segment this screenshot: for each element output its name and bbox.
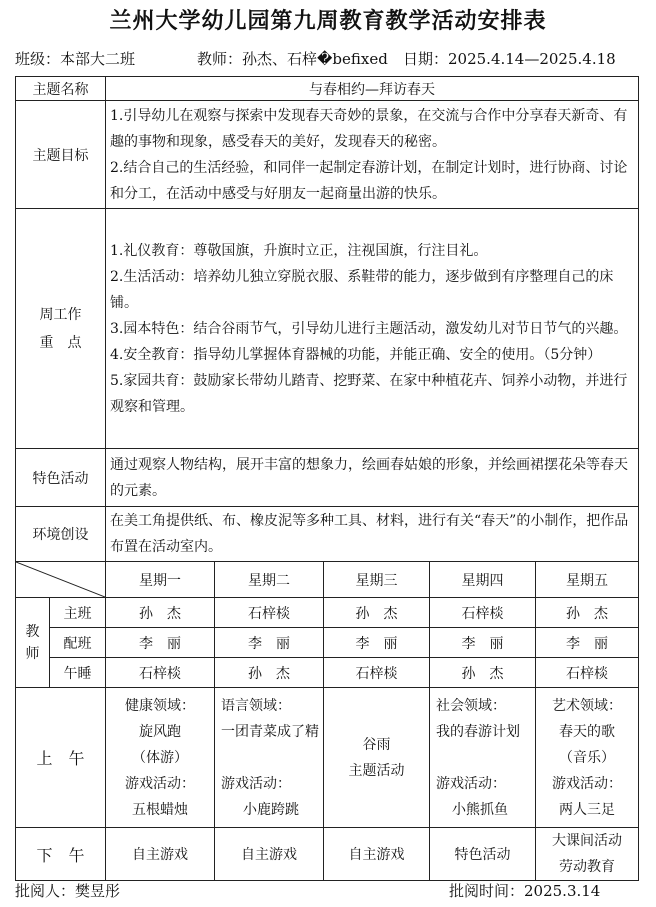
activity-line: 小鹿跨跳 — [243, 801, 299, 818]
activity-line: 旋风跑 — [139, 723, 181, 740]
teachers-group-char: 师 — [25, 645, 40, 662]
page-title: 兰州大学幼儿园第九周教育教学活动安排表 — [109, 8, 547, 34]
teacher-name: 石梓棪 — [215, 598, 324, 628]
morning-cell-tue — [215, 688, 324, 828]
teacher-name: 石梓棪 — [430, 598, 536, 628]
teacher-name: 李 丽 — [106, 628, 215, 658]
diagonal-line — [16, 562, 105, 597]
teacher-name: 孙 杰 — [215, 658, 324, 688]
weekly-label — [16, 209, 106, 449]
role-label: 配班 — [50, 628, 106, 658]
activity-line: 游戏活动： — [221, 775, 291, 792]
afternoon-label: 下 午 — [16, 828, 106, 881]
teacher-name: 石梓棪 — [324, 658, 430, 688]
activity-line — [221, 745, 323, 771]
env-value: 在美工角提供纸、布、橡皮泥等多种工具、材料，进行有关“春天”的小制作，把作品布置在活动室内。 — [106, 507, 639, 562]
schedule-table — [15, 76, 639, 881]
goals-content — [106, 101, 639, 209]
morning-cell-mon — [106, 688, 215, 828]
diagonal-header-cell — [16, 562, 106, 598]
teacher-name: 孙 杰 — [324, 598, 430, 628]
morning-cell-fri — [536, 688, 639, 828]
activity-line: 劳动教育 — [559, 859, 616, 875]
activity-line: 游戏活动： — [125, 775, 195, 792]
teacher-name: 李 丽 — [324, 628, 430, 658]
activity-line: 艺术领域： — [552, 697, 623, 714]
teacher-name: 石梓棪 — [106, 658, 215, 688]
activity-line: 一团青菜成了精 — [221, 723, 319, 740]
day-header: 星期一 — [106, 562, 215, 598]
weekly-item: 2.生活活动：培养幼儿独立穿脱衣服、系鞋带的能力，逐步做到有序整理自己的床铺。 — [110, 268, 614, 311]
special-value: 通过观察人物结构，展开丰富的想象力，绘画春姑娘的形象，并绘画裙摆花朵等春天的元素。 — [106, 449, 639, 507]
weekly-item: 1.礼仪教育：尊敬国旗，升旗时立正，注视国旗，行注目礼。 — [110, 242, 488, 259]
afternoon-cell: 特色活动 — [430, 828, 536, 881]
special-label: 特色活动 — [16, 449, 106, 507]
theme-value: 与春相约—拜访春天 — [106, 77, 639, 101]
teacher-name: 孙 杰 — [430, 658, 536, 688]
day-header: 星期三 — [324, 562, 430, 598]
date-info: 日期：2025.4.14—2025.4.18 — [403, 50, 616, 68]
role-label: 主班 — [50, 598, 106, 628]
activity-line — [436, 745, 535, 771]
theme-row — [16, 77, 639, 101]
weekly-item: 4.安全教育：指导幼儿掌握体育器械的功能，并能正确、安全的使用。（5分钟） — [110, 346, 602, 363]
weekly-content — [106, 209, 639, 449]
afternoon-cell: 自主游戏 — [106, 828, 215, 881]
activity-line: （音乐） — [559, 749, 616, 766]
activity-line: 我的春游计划 — [436, 723, 520, 740]
day-header: 星期二 — [215, 562, 324, 598]
activity-line: 小熊抓鱼 — [452, 801, 508, 818]
weekly-label-line: 重 点 — [39, 334, 82, 351]
activity-line: 游戏活动： — [436, 775, 506, 792]
teachers-group-char: 教 — [25, 623, 40, 640]
theme-label: 主题名称 — [16, 77, 106, 101]
goals-label: 主题目标 — [16, 101, 106, 209]
morning-cell-thu — [430, 688, 536, 828]
afternoon-cell: 自主游戏 — [215, 828, 324, 881]
activity-line: 谷雨 — [362, 736, 391, 753]
weekly-row — [16, 209, 639, 449]
teacher-name: 孙 杰 — [536, 598, 639, 628]
activity-line: 大课间活动 — [552, 833, 623, 849]
teacher-name: 孙 杰 — [106, 598, 215, 628]
day-header: 星期四 — [430, 562, 536, 598]
afternoon-cell-fri — [536, 828, 639, 881]
teacher-info: 教师：孙杰、石梓�befixed — [197, 50, 388, 68]
afternoon-cell: 自主游戏 — [324, 828, 430, 881]
activity-line: 两人三足 — [559, 801, 616, 818]
afternoon-row — [16, 828, 639, 881]
teacher-row-nap — [16, 658, 639, 688]
activity-line: 春天的歌 — [559, 723, 616, 740]
teacher-row-main — [16, 598, 639, 628]
teacher-name: 李 丽 — [536, 628, 639, 658]
teacher-name: 石梓棪 — [536, 658, 639, 688]
morning-cell-wed — [324, 688, 430, 828]
review-time: 批阅时间：2025.3.14 — [449, 882, 601, 900]
teacher-row-assist — [16, 628, 639, 658]
morning-row — [16, 688, 639, 828]
class-info: 班级：本部大二班 — [15, 50, 136, 68]
activity-line: （体游） — [132, 749, 188, 766]
teacher-name: 李 丽 — [215, 628, 324, 658]
weekly-label-line: 周工作 — [39, 306, 82, 323]
teachers-group-label — [16, 598, 50, 688]
goal-item: 1.引导幼儿在观察与探索中发现春天奇妙的景象，在交流与合作中分享春天新奇、有趣的事物和现象，感受春天的美好，发现春天的秘密。 — [110, 107, 628, 150]
special-row — [16, 449, 639, 507]
reviewer: 批阅人：樊昱彤 — [15, 882, 121, 900]
day-header: 星期五 — [536, 562, 639, 598]
morning-label: 上 午 — [16, 688, 106, 828]
activity-line: 主题活动 — [348, 762, 405, 779]
env-row — [16, 507, 639, 562]
weekly-item: 3.园本特色：结合谷雨节气，引导幼儿进行主题活动，激发幼儿对节日节气的兴趣。 — [110, 320, 628, 337]
role-label: 午睡 — [50, 658, 106, 688]
activity-line: 社会领域： — [436, 697, 506, 714]
activity-line: 语言领域： — [221, 697, 291, 714]
days-header-row — [16, 562, 639, 598]
goals-row — [16, 101, 639, 209]
activity-line: 游戏活动： — [552, 775, 623, 792]
activity-line: 健康领域： — [125, 697, 195, 714]
goal-item: 2.结合自己的生活经验，和同伴一起制定春游计划，在制定计划时，进行协商、讨论和分工，在活动中感受与好朋友一起商量出游的快乐。 — [110, 159, 628, 202]
teacher-name: 李 丽 — [430, 628, 536, 658]
weekly-item: 5.家园共育：鼓励家长带幼儿踏青、挖野菜、在家中种植花卉、饲养小动物，并进行观察和管理。 — [110, 372, 628, 415]
env-label: 环境创设 — [16, 507, 106, 562]
activity-line: 五根蜡烛 — [132, 801, 188, 818]
